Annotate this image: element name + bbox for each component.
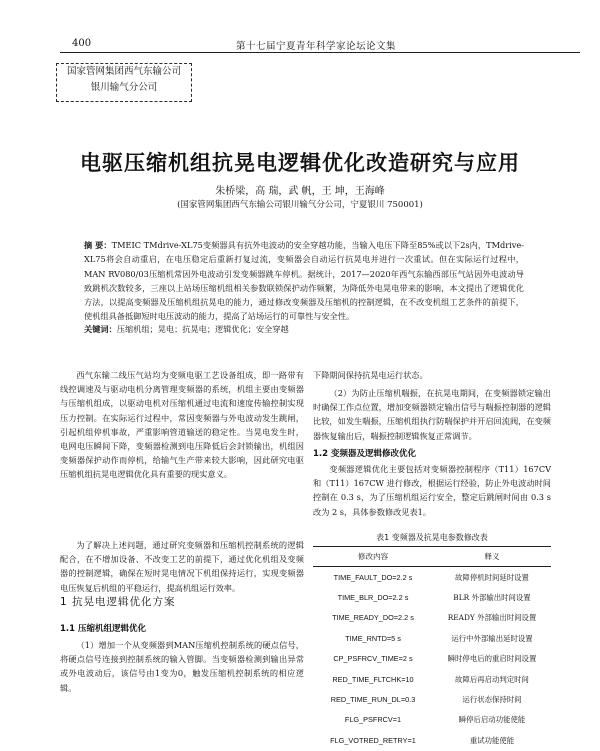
left-column — [60, 368, 304, 595]
abstract-label: 摘 要： — [84, 240, 112, 250]
table-cell-param: TIME_RNTD=5 s — [345, 633, 401, 643]
table-cell-param: FLG_PSFRCV=1 — [344, 715, 402, 725]
paper-authors: 朱桥梁，高 瑞，武 帆，王 坤，王海峰 — [215, 186, 385, 197]
page-number: 400 — [72, 38, 92, 49]
paper-title: 电驱压缩机组抗晃电逻辑优化改造研究与应用 — [80, 151, 520, 175]
table-caption: 表1 变频器及抗晃电参数修改表 — [376, 533, 488, 542]
organization-line-1: 国家管网集团西气东输公司 — [66, 66, 181, 77]
table-cell-desc: 故障后再启动判定时间 — [455, 674, 529, 684]
table-row — [313, 730, 551, 750]
right-paragraph-continued: 下降期间保持抗晃电运行状态。 — [313, 370, 428, 380]
table-cell-param: FLG_VOTRED_RETRY=1 — [330, 735, 416, 745]
organization-box — [56, 63, 192, 102]
table-cell-param: TIME_BLR_DO=2.2 s — [337, 593, 409, 603]
table-row — [313, 587, 551, 607]
table-row — [313, 567, 551, 588]
running-title: 第十七届宁夏青年科学家论坛论文集 — [236, 41, 397, 52]
table-cell-param: CP_PSFRCV_TIME=2 s — [333, 654, 413, 664]
table-row — [313, 649, 551, 669]
table-header-cell: 释义 — [433, 547, 551, 567]
table-cell-desc: 瞬停后启动功能使能 — [458, 715, 526, 725]
table-cell-param: TIME_READY_DO=2.2 s — [332, 613, 414, 623]
parameter-table — [313, 546, 551, 751]
subsection-1-1-text: （1）增加一个从变频器到MAN压缩机控制系统的硬点信号，将硬点信号连接到控制系统的输入管脚。当变频器检测到输出异常或外电波动后，该信号由1变为0，触发压缩机控制系统的相应逻辑。 — [60, 640, 304, 693]
header-rule — [60, 52, 580, 53]
table-cell-desc: READY 外部输出时间设置 — [447, 613, 537, 623]
table-row — [313, 710, 551, 730]
table-row — [313, 608, 551, 628]
table-cell-param: TIME_FAULT_DO=2.2 s — [333, 572, 413, 582]
abstract — [84, 238, 524, 324]
table-cell-desc: 重试功能使能 — [469, 735, 515, 745]
section-1-heading: 1 抗晃电逻辑优化方案 — [60, 596, 176, 608]
subsection-1-1-heading: 1.1 压缩机组逻辑优化 — [60, 624, 147, 634]
table-header-row — [313, 547, 551, 567]
table-header-cell: 修改内容 — [313, 547, 433, 567]
right-paragraph-2: （2）为防止压缩机喘振，在抗晃电期间，在变频器锁定输出时确保工作点位置，增加变频器锁定输出信号与喘振控制器的逻辑比较，如发生喘振，压缩机组执行防喘保护并开启回流阀，在变频器恢复输出后，喘振控制逻辑恢复正常调节。 — [313, 388, 551, 441]
keywords-text: 压缩机组；晃电；抗晃电；逻辑优化；安全穿越 — [116, 324, 289, 334]
table-row — [313, 689, 551, 709]
keywords-label: 关键词： — [84, 324, 117, 334]
table-cell-desc: 瞬时停电后的重启时间设置 — [447, 654, 537, 664]
table-cell-desc: 运行状态保持时间 — [462, 695, 522, 705]
paper-affiliation: (国家管网集团西气东输公司银川输气分公司，宁夏银川 750001) — [177, 200, 423, 210]
table-cell-desc: 运行中外部输出延时设置 — [451, 633, 533, 643]
subsection-1-2-heading: 1.2 变频器及逻辑修改优化 — [313, 449, 417, 459]
organization-line-2: 银川输气分公司 — [90, 82, 158, 93]
table-row — [313, 628, 551, 648]
intro-paragraph-2: 为了解决上述问题，通过研究变频器和压缩机控制系统的逻辑配合，在不增加设备、不改变工艺的前提下，通过优化机组及变频器的控制逻辑，确保在短时晃电情况下机组保持运行，实现变频器电压恢复后机组的平稳运行，提高机组运行效率。 — [60, 540, 304, 593]
table-row — [313, 669, 551, 689]
right-paragraph-3: 变频器逻辑优化主要包括对变频器控制程序（T11）167CV 和（T11）167CW 进行修改，根据运行经验，防止外电波动时间控制在 0.3 s，为了压缩机组运行安全，整定后跳闸时间由 0.3 s 改为 2 s，具体参数修改见表1。 — [313, 464, 551, 517]
abstract-text: TMEIC TMdrive-XL75变频器具有抗外电波动的安全穿越功能，当输入电压下降至85%或以下2s内，TMdrive-XL75将会自动重启，在电压稳定后重新打复过流，变频器会自动运行抗晃电并进行一次重试。但在实际运行过程中，MAN RV080/03压缩机常因外电波动引发变频器跳车停机。据统计，2017—2020年西气东输西部压气站因外电波动导致跳机次数较多，三座以上站场压缩机组相关参数联锁保护动作频繁，为降低外电晃电带来的影响，本文提出了逻辑优化方法，以提高变频器及压缩机组抗晃电的能力，通过修改变频器及压缩机的控制逻辑，在不改变机组工艺条件的前提下，使机组具备抵御短时电压波动的能力，提高了站场运行的可靠性与安全性。 — [84, 240, 524, 322]
table-cell-desc: 故障停机时间延时设置 — [455, 572, 529, 582]
table-cell-param: RED_TIME_RUN_DL=0.3 — [330, 695, 416, 705]
table-cell-param: RED_TIME_FLTCHK=10 — [332, 674, 414, 684]
keywords — [84, 322, 524, 336]
intro-paragraph-1: 西气东输二线压气站均为变频电驱工艺设备组成，即一路带有线控调速及与驱动电机分离管理变频器的系统，机组主要由变频器与压缩机组成，以驱动电机对压缩机通过电流和速度传输控制实现压力控制。在实际运行过程中，常因变频器与外电波动发生跳闸，引起机组停机事故，严重影响管道输送的稳定性。当晃电发生时，电网电压瞬间下降，变频器检测到电压降低后会封锁输出，机组因变频器保护动作而停机，给输气生产带来较大影响，因此研究电驱压缩机组抗晃电逻辑优化具有重要的现实意义。 — [60, 370, 304, 480]
table-cell-desc: BLR 外部输出时间设置 — [453, 593, 531, 603]
